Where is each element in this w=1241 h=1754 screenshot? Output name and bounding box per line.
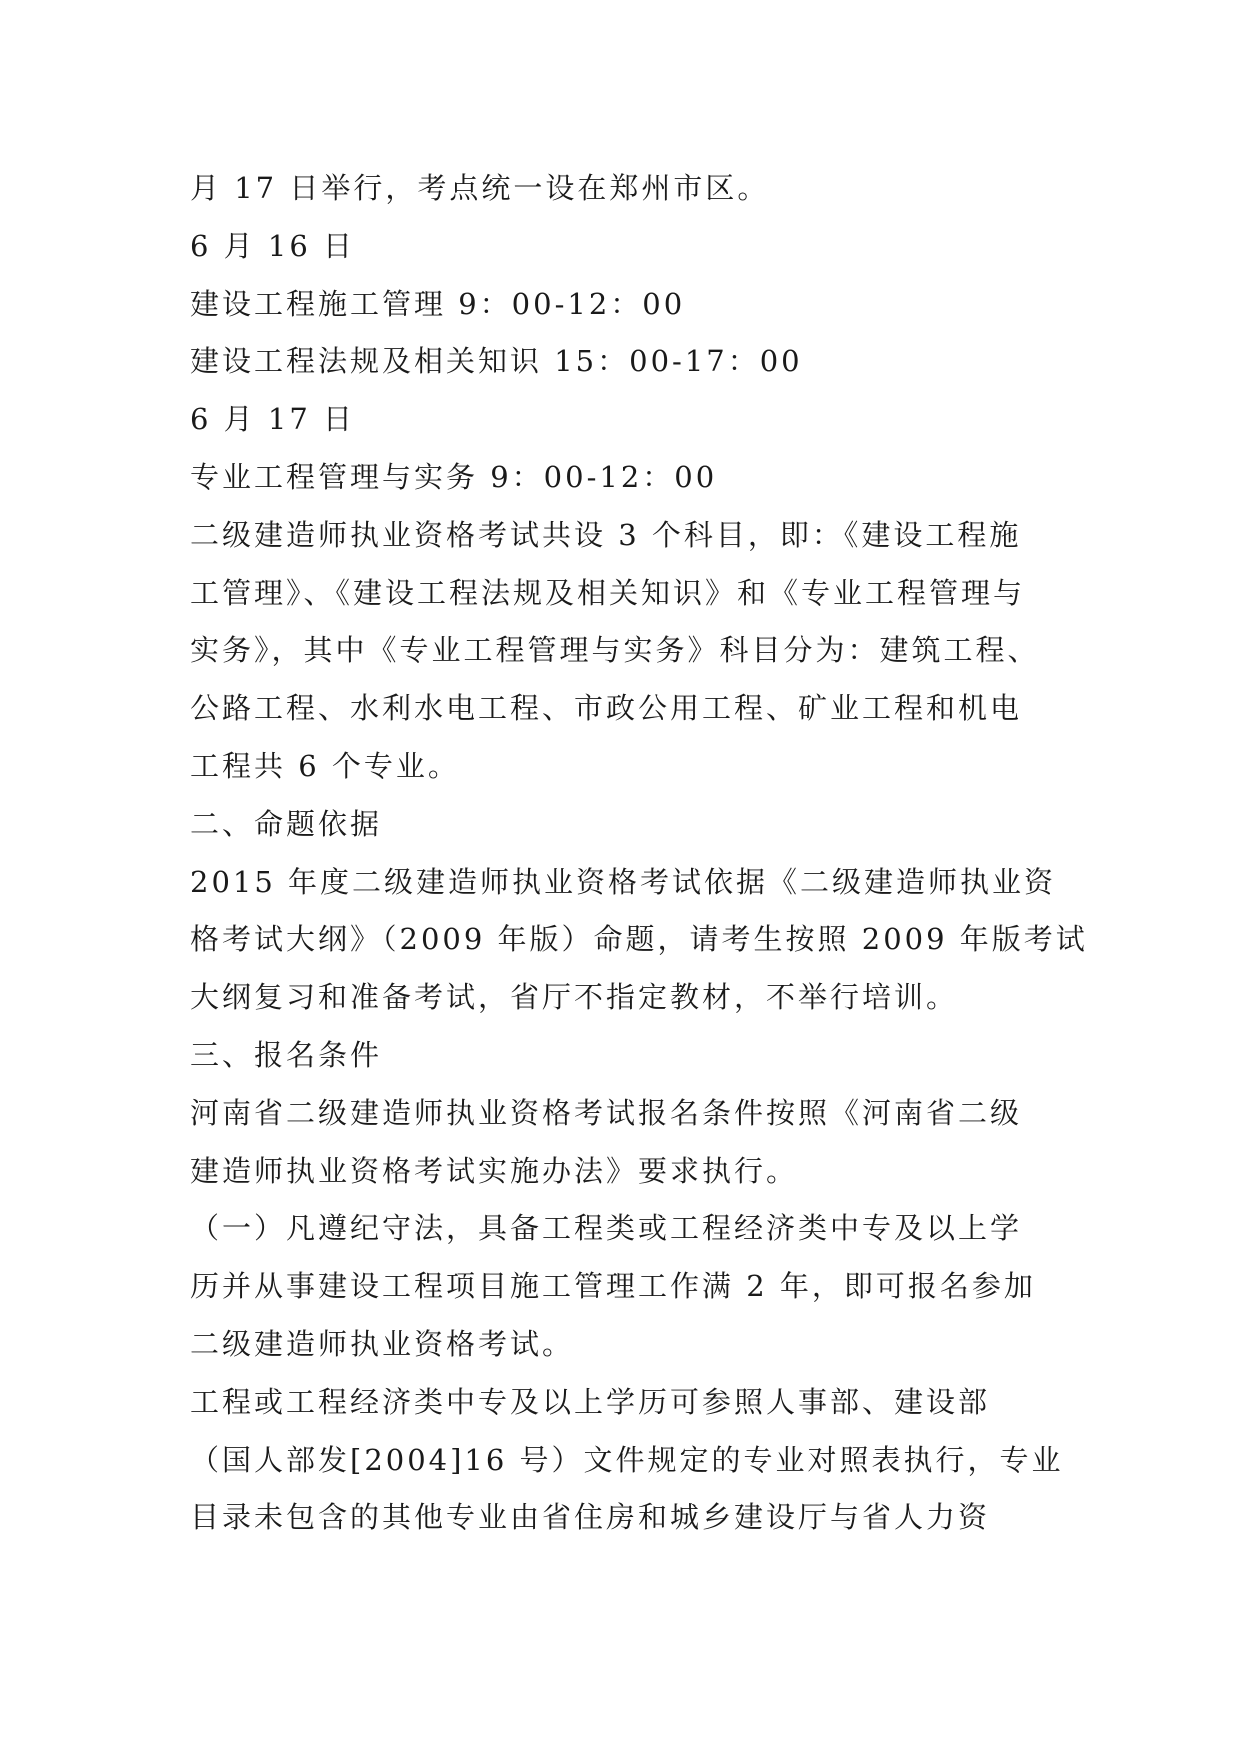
section-heading: 三、报名条件 — [190, 1037, 383, 1072]
text-line: 目录未包含的其他专业由省住房和城乡建设厅与省人力资 — [190, 1500, 991, 1535]
text-line: 工程共 6 个专业。 — [190, 748, 460, 783]
text-line: 6 月 16 日 — [190, 228, 356, 263]
text-line: 建造师执业资格考试实施办法》要求执行。 — [190, 1153, 799, 1188]
text-line: 建设工程法规及相关知识 15：00-17：00 — [190, 344, 803, 379]
text-line: 河南省二级建造师执业资格考试报名条件按照《河南省二级 — [190, 1095, 1023, 1130]
text-line: 工程或工程经济类中专及以上学历可参照人事部、建设部 — [190, 1384, 991, 1419]
text-line: 二级建造师执业资格考试共设 3 个科目，即：《建设工程施 — [190, 517, 1022, 552]
text-line: 建设工程施工管理 9：00-12：00 — [190, 286, 686, 321]
text-line: 格考试大纲》（2009 年版）命题，请考生按照 2009 年版考试 — [190, 922, 1088, 957]
text-line: 月 17 日举行，考点统一设在郑州市区。 — [190, 171, 770, 205]
text-line: 二级建造师执业资格考试。 — [190, 1326, 575, 1361]
text-line: 专业工程管理与实务 9：00-12：00 — [190, 459, 718, 494]
text-line: （一）凡遵纪守法，具备工程类或工程经济类中专及以上学 — [190, 1211, 1023, 1246]
text-line: 历并从事建设工程项目施工管理工作满 2 年，即可报名参加 — [190, 1269, 1036, 1304]
text-line: 实务》，其中《专业工程管理与实务》科目分为：建筑工程、 — [190, 633, 1040, 668]
text-line: 6 月 17 日 — [190, 402, 356, 437]
text-line: 大纲复习和准备考试，省厅不指定教材，不举行培训。 — [190, 980, 959, 1015]
text-line: （国人部发[2004]16 号）文件规定的专业对照表执行，专业 — [190, 1442, 1064, 1477]
document-body — [190, 160, 1088, 1547]
text-line: 2015 年度二级建造师执业资格考试依据《二级建造师执业资 — [190, 864, 1057, 899]
text-line: 公路工程、水利水电工程、市政公用工程、矿业工程和机电 — [190, 691, 1023, 726]
text-line: 工管理》、《建设工程法规及相关知识》和《专业工程管理与 — [190, 575, 1026, 610]
section-heading: 二、命题依据 — [190, 806, 383, 841]
